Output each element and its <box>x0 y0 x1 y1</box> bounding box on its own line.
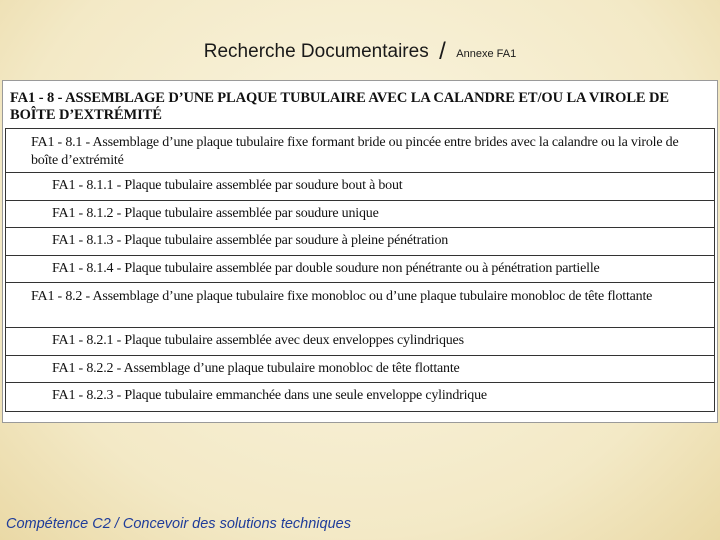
slide-subtitle: Annexe FA1 <box>456 48 517 60</box>
section-table <box>5 128 715 412</box>
table-row-8-1-1: FA1 - 8.1.1 - Plaque tubulaire assemblée par soudure bout à bout <box>6 173 714 201</box>
table-row-8-2-3: FA1 - 8.2.3 - Plaque tubulaire emmanchée dans une seule enveloppe cylindrique <box>52 388 487 403</box>
table-row-8-1-4: FA1 - 8.1.4 - Plaque tubulaire assemblée par double soudure non pénétrante ou à pénétration partielle <box>6 256 714 284</box>
table-row-8-2-1: FA1 - 8.2.1 - Plaque tubulaire assemblée avec deux enveloppes cylindriques <box>6 328 714 356</box>
slide-title-main: Recherche Documentaires <box>203 41 429 62</box>
table-row-8-1-2: FA1 - 8.1.2 - Plaque tubulaire assemblée par soudure unique <box>6 201 714 229</box>
document-heading: FA1 - 8 - ASSEMBLAGE D’UNE PLAQUE TUBULAIRE AVEC LA CALANDRE ET/OU LA VIROLE DE BOÎTE D’EXTRÉMITÉ <box>10 90 669 123</box>
footer-competence: Compétence C2 / Concevoir des solutions techniques <box>6 516 351 532</box>
scanned-document <box>2 80 718 423</box>
table-row-8-2-2: FA1 - 8.2.2 - Assemblage d’une plaque tubulaire monobloc de tête flottante <box>6 356 714 384</box>
slide-title <box>0 36 720 64</box>
table-row-8-1-3: FA1 - 8.1.3 - Plaque tubulaire assemblée par soudure à pleine pénétration <box>6 228 714 256</box>
slide-title-separator: / <box>439 38 446 65</box>
table-row-8-1: FA1 - 8.1 - Assemblage d’une plaque tubulaire fixe formant bride ou pincée entre brides avec la calandre ou la virole de boîte d’extrémité <box>6 129 714 173</box>
table-row-8-2: FA1 - 8.2 - Assemblage d’une plaque tubulaire fixe monobloc ou d’une plaque tubulaire monobloc de tête flottante <box>6 283 714 328</box>
